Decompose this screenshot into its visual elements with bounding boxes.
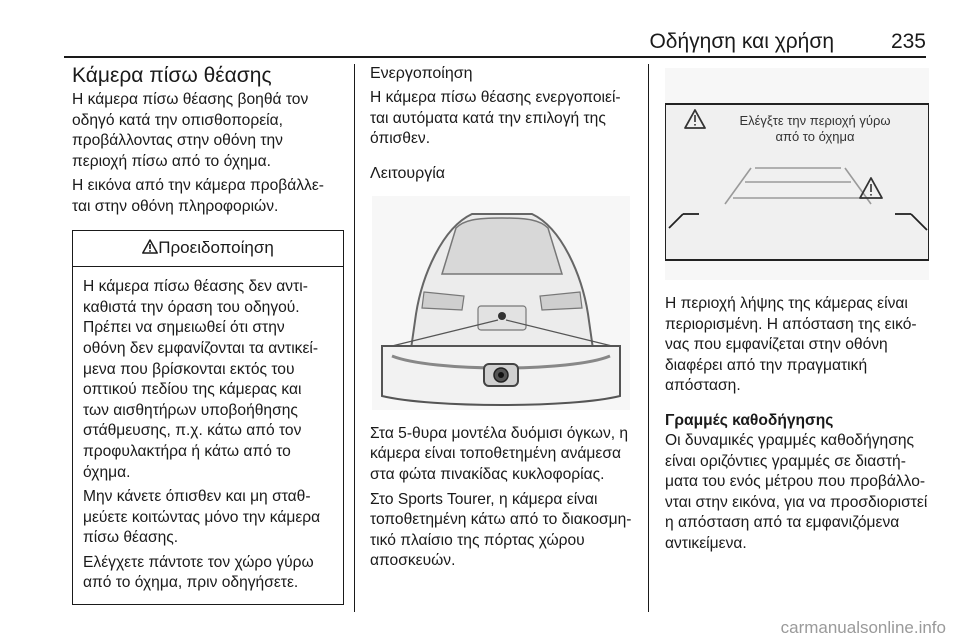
- image-display-paragraph: Η εικόνα από την κάμερα προβάλλε- ται στην οθόνη πληροφοριών.: [72, 177, 324, 215]
- sports-tourer-paragraph: Στο Sports Tourer, η κάμερα είναι τοποθετημένη κάτω από το διακοσμη- τικό πλαίσιο της πόρτας χώρου αποσκευών.: [370, 490, 632, 570]
- watermark: carmanualsonline.info: [780, 618, 946, 637]
- screen-message-line-2: από το όχημα: [775, 129, 855, 144]
- page-header: [0, 30, 960, 54]
- chapter-title: Οδήγηση και χρήση: [649, 30, 834, 53]
- header-rule: [64, 56, 926, 58]
- rear-camera-location-illustration: [372, 196, 630, 410]
- warning-paragraph-2: Μην κάνετε όπισθεν και μη σταθ- μεύετε κοιτώντας μόνο την κάμερα πίσω θέασης.: [83, 488, 321, 547]
- warning-paragraph-3: Ελέγχετε πάντοτε τον χώρο γύρω από το όχημα, πριν οδηγήσετε.: [83, 553, 314, 592]
- intro-paragraph: Η κάμερα πίσω θέασης βοηθά τον οδηγό κατά την οπισθοπορεία, προβάλλοντας στην οθόνη την περιοχή πίσω από το όχημα.: [72, 91, 309, 170]
- section-heading-rear-camera: Κάμερα πίσω θέασης: [72, 64, 272, 87]
- guidelines-paragraph: Οι δυναμικές γραμμές καθοδήγησης είναι οριζόντιες γραμμές σε διαστή- ματα του ενός μέτρου που προβάλλο- νται στην εικόνα, για να προσδιοριστεί η απόσταση από τα εμφανιζόμενα αντικείμενα.: [665, 431, 928, 552]
- column-middle: [370, 64, 642, 576]
- section-heading-function: Λειτουργία: [370, 164, 446, 182]
- page-number: 235: [890, 30, 926, 53]
- column-right: [665, 64, 937, 559]
- warning-header: [73, 231, 343, 268]
- screen-message-line-1: Ελέγξτε την περιοχή γύρω: [739, 113, 891, 128]
- activation-paragraph: Η κάμερα πίσω θέασης ενεργοποιεί- ται αυτόματα κατά την επιλογή της όπισθεν.: [370, 89, 621, 148]
- capture-range-paragraph: Η περιοχή λήψης της κάμερας είναι περιορισμένη. Η απόσταση της εικό- νας που εμφανίζεται στην οθόνη διαφέρει από την πραγματική απόσταση.: [665, 295, 917, 395]
- column-divider-1: [354, 64, 355, 612]
- warning-triangle-icon: [142, 239, 158, 254]
- warning-paragraph-1: Η κάμερα πίσω θέασης δεν αντι- καθιστά την όραση του οδηγού. Πρέπει να σημειωθεί ότι στην οθόνη δεν εμφανίζονται τα αντικεί- μενα που βρίσκονται εκτός του οπτικού πεδίου της κάμερας και των αισθητήρων υποβοήθησης στάθμευσης, π.χ. κάτω από τον προφυλακτήρα ή κάτω από το όχημα.: [83, 278, 319, 481]
- column-left: [72, 64, 344, 605]
- warning-box: [72, 230, 344, 606]
- camera-screen-illustration: [665, 68, 929, 280]
- section-heading-guidelines: Γραμμές καθοδήγησης: [665, 411, 834, 429]
- section-heading-activation: Ενεργοποίηση: [370, 65, 473, 82]
- five-door-paragraph: Στα 5-θυρα μοντέλα δυόμισι όγκων, η κάμερα είναι τοποθετημένη ανάμεσα στα φώτα πινακίδας κυκλοφορίας.: [370, 424, 629, 483]
- column-divider-2: [648, 64, 649, 612]
- warning-body: [73, 267, 343, 604]
- warning-title: Προειδοποίηση: [158, 237, 274, 257]
